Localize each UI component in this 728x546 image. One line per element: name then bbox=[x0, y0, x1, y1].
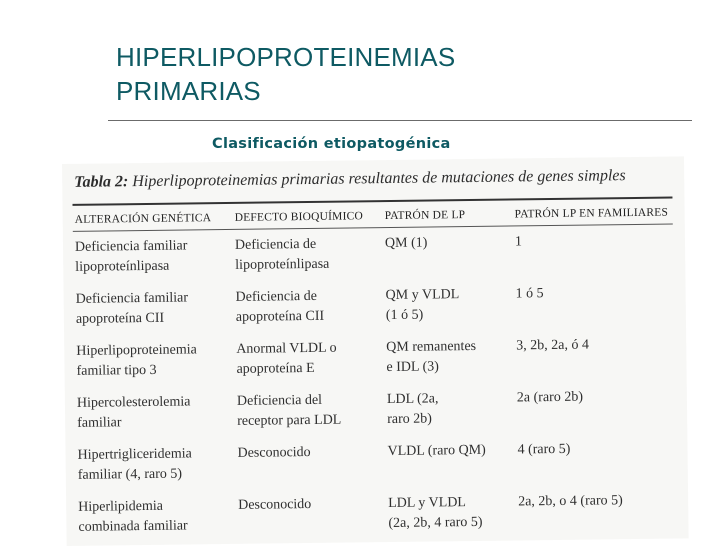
slide-title-line-2: PRIMARIAS bbox=[116, 76, 261, 106]
slide-title bbox=[116, 40, 676, 108]
table-cell-line: 2a (raro 2b) bbox=[516, 389, 584, 406]
table-cell-line: 1 ó 5 bbox=[515, 286, 544, 302]
table-cell-line: Hiperlipoproteinemia bbox=[76, 342, 197, 359]
table-cell-line: familiar tipo 3 bbox=[76, 362, 157, 379]
table-cell-line: 2a, 2b, o 4 (raro 5) bbox=[518, 493, 623, 510]
table-cell-line: 4 (raro 5) bbox=[517, 441, 571, 458]
table-cell-line: Deficiencia familiar bbox=[75, 290, 189, 307]
table-cell-defecto bbox=[237, 391, 342, 432]
table-cell-familiares bbox=[516, 284, 544, 304]
title-divider bbox=[108, 120, 692, 121]
table-cell-defecto bbox=[238, 495, 311, 516]
table-top-rule bbox=[72, 197, 672, 206]
table-cell-familiares bbox=[517, 440, 570, 461]
table-cell-line: QM y VLDL bbox=[385, 287, 460, 304]
table-cell-line: Anormal VLDL o bbox=[236, 340, 337, 357]
header-familiares: PATRÓN LP EN FAMILIARES bbox=[514, 206, 669, 221]
slide-subtitle: Clasificación etiopatogénica bbox=[212, 136, 451, 152]
table-cell-line: combinada familiar bbox=[78, 518, 188, 535]
table-caption-text: Hiperlipoproteinemias primarias resultantes de mutaciones de genes simples bbox=[132, 167, 626, 191]
table-cell-patron bbox=[388, 493, 483, 534]
table-cell-line: raro 2b) bbox=[387, 411, 432, 428]
table-cell-line: Deficiencia de bbox=[235, 288, 317, 305]
table-cell-line: VLDL (raro QM) bbox=[387, 442, 486, 460]
table-cell-line: apoproteína CII bbox=[75, 310, 165, 327]
table-cell-alteracion bbox=[76, 340, 197, 381]
table-caption-label: Tabla 2: bbox=[74, 173, 129, 191]
table-cell-line: familiar bbox=[77, 415, 122, 431]
table-cell-familiares bbox=[516, 336, 589, 357]
table-cell-line: LDL (2a, bbox=[386, 391, 439, 408]
table-cell-alteracion bbox=[77, 444, 192, 485]
table-cell-line: (2a, 2b, 4 raro 5) bbox=[388, 514, 483, 532]
table-cell-defecto bbox=[237, 443, 310, 464]
table-cell-line: Deficiencia de bbox=[234, 236, 317, 253]
table-cell-patron bbox=[387, 441, 485, 462]
table-cell-familiares bbox=[518, 491, 623, 512]
header-alteracion: ALTERACIÓN GENÉTICA bbox=[74, 212, 212, 226]
slide-title-line-1: HIPERLIPOPROTEINEMIAS bbox=[116, 42, 456, 72]
table-cell-line: apoproteína CII bbox=[235, 308, 325, 325]
table-cell-line: Hiperlipidemia bbox=[78, 498, 164, 515]
table-cell-line: lipoproteínlipasa bbox=[75, 258, 170, 275]
scanned-table bbox=[62, 156, 689, 546]
table-cell-line: (1 ó 5) bbox=[385, 307, 424, 324]
table-cell-line: QM (1) bbox=[384, 235, 428, 252]
table-cell-line: receptor para LDL bbox=[237, 412, 342, 429]
table-cell-line: familiar (4, raro 5) bbox=[77, 466, 183, 483]
table-cell-line: Hipertrigliceridemia bbox=[77, 446, 192, 463]
header-bottom-rule bbox=[73, 224, 673, 232]
table-cell-line: lipoproteínlipasa bbox=[235, 256, 330, 273]
table-cell-alteracion bbox=[76, 288, 189, 329]
table-cell-alteracion bbox=[75, 236, 188, 277]
table-cell-defecto bbox=[236, 339, 337, 380]
table-cell-line: Desconocido bbox=[238, 496, 312, 513]
table-cell-familiares bbox=[515, 232, 522, 252]
table-cell-line: LDL y VLDL bbox=[388, 495, 467, 512]
table-cell-defecto bbox=[236, 287, 325, 328]
table-cell-line: 1 bbox=[514, 234, 523, 250]
table-cell-line: Hipercolesterolemia bbox=[76, 394, 191, 411]
table-cell-line: QM remanentes bbox=[386, 338, 477, 356]
table-cell-line: Deficiencia familiar bbox=[74, 238, 188, 255]
table-cell-alteracion bbox=[77, 392, 191, 433]
table-cell-patron bbox=[387, 389, 439, 430]
table-cell-defecto bbox=[235, 235, 330, 276]
table-cell-line: Desconocido bbox=[237, 444, 311, 461]
table-cell-line: e IDL (3) bbox=[386, 359, 439, 376]
table-cell-patron bbox=[385, 234, 428, 255]
header-patron: PATRÓN DE LP bbox=[384, 209, 466, 223]
table-caption bbox=[74, 167, 626, 192]
table-cell-line: Deficiencia del bbox=[236, 392, 323, 409]
table-cell-patron bbox=[386, 285, 460, 326]
table-cell-alteracion bbox=[78, 496, 188, 537]
table-cell-familiares bbox=[517, 388, 583, 409]
table-cell-line: 3, 2b, 2a, ó 4 bbox=[516, 337, 590, 354]
table-cell-patron bbox=[386, 337, 476, 378]
header-defecto: DEFECTO BIOQUÍMICO bbox=[234, 210, 364, 224]
table-cell-line: apoproteína E bbox=[236, 360, 315, 377]
